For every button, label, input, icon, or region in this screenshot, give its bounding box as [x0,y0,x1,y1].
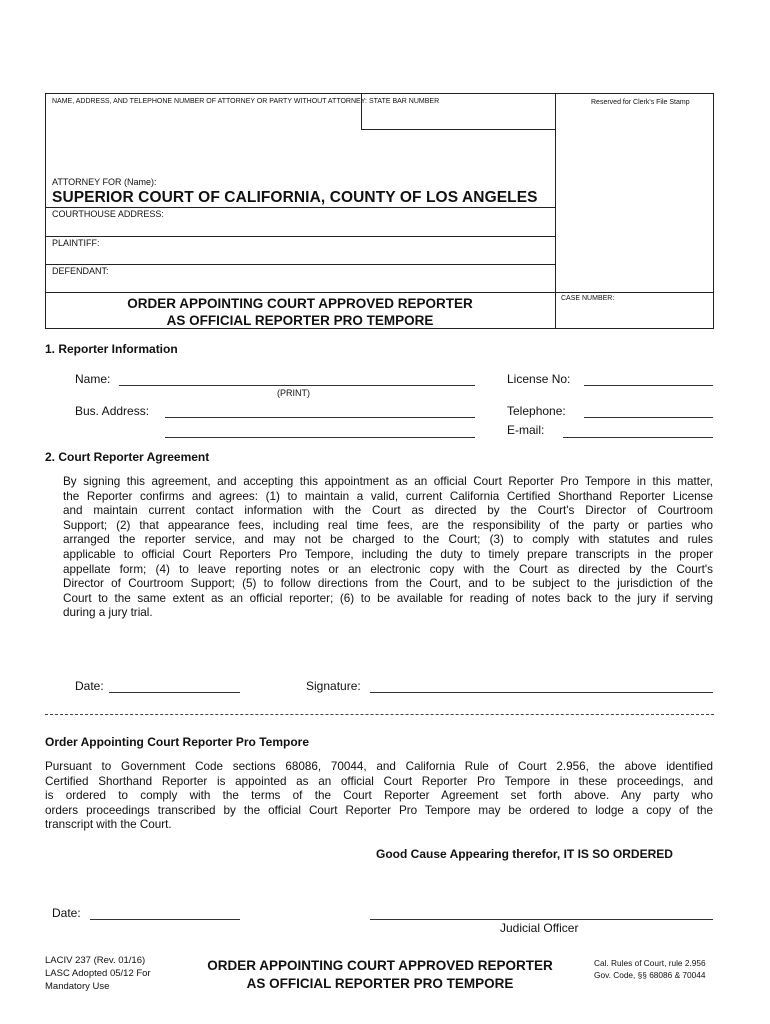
adopted-note: LASC Adopted 05/12 For [45,968,151,979]
order-date-field[interactable] [90,906,240,920]
signature-label: Signature: [306,679,361,693]
form-id-block [45,954,151,993]
section-2-heading: 2. Court Reporter Agreement [45,450,210,464]
rule-reference: Cal. Rules of Court, rule 2.956 [594,958,706,968]
address-label: Bus. Address: [75,404,150,418]
gov-code-reference: Gov. Code, §§ 68086 & 70044 [594,970,706,980]
address-field-line-1[interactable] [165,404,475,418]
footer-title-line-2: AS OFFICIAL REPORTER PRO TEMPORE [246,976,514,991]
agreement-date-label: Date: [75,679,104,693]
agreement-date-field[interactable] [109,679,240,693]
telephone-field[interactable] [584,404,713,418]
agreement-line: By signing this agreement, and accepting this appointment as an official Court Reporter Pro Tempore in this matter, [63,475,713,488]
agreement-line: during a jury trial. [63,606,153,620]
footer-title [180,957,580,993]
order-heading: Order Appointing Court Reporter Pro Tempore [45,735,310,749]
form-title-line-2: AS OFFICIAL REPORTER PRO TEMPORE [166,313,434,328]
attorney-info-field[interactable] [47,108,357,178]
agreement-line: Support; (2) that appearance fees, including real time fees, are the responsibility of the party or parties who [63,518,713,532]
form-title [46,295,554,329]
state-bar-label: STATE BAR NUMBER [369,98,440,105]
good-cause-statement: Good Cause Appearing therefor, IT IS SO ORDERED [376,847,673,861]
case-number-label: CASE NUMBER: [561,295,615,302]
license-label: License No: [507,372,571,386]
order-line: is ordered to comply with the terms of the Court Reporter Agreement set forth above. Any party who [45,789,713,803]
email-field[interactable] [563,424,713,438]
order-paragraph [45,760,713,833]
email-label: E-mail: [507,423,545,437]
plaintiff-label: PLAINTIFF: [52,238,100,248]
order-line: orders proceedings transcribed by the official Court Reporter Pro Tempore may be ordered to lodge a copy of the [45,803,713,817]
agreement-line: and maintain current contact information with the Court as directed by the Court's Director of Courtroom [63,504,713,518]
agreement-line: applicable to official Court Reporters Pro Tempore, including the duty to timely prepare transcripts in the proper [63,547,713,561]
section-1-heading: 1. Reporter Information [45,342,178,356]
clerk-stamp-label: Reserved for Clerk's File Stamp [591,99,690,106]
judicial-officer-label: Judicial Officer [500,921,579,935]
reporter-name-field[interactable] [119,372,475,386]
address-field-line-2[interactable] [165,424,475,438]
signature-field[interactable] [370,679,713,693]
agreement-line: Director of Courtroom Support; (5) to follow directions from the Court, and to be subject to the jurisdiction of the [63,577,713,591]
cut-line-divider [45,714,714,715]
courthouse-address-label: COURTHOUSE ADDRESS: [52,209,164,219]
attorney-info-label: NAME, ADDRESS, AND TELEPHONE NUMBER OF ATTORNEY OR PARTY WITHOUT ATTORNEY: [52,98,367,105]
legal-references [594,957,706,981]
agreement-line: the Reporter confirms and agrees: (1) to maintain a valid, current California Certified Shorthand Reporter License [63,489,713,503]
print-hint: (PRINT) [277,388,310,398]
court-name: SUPERIOR COURT OF CALIFORNIA, COUNTY OF LOS ANGELES [52,189,538,206]
mandatory-note: Mandatory Use [45,981,110,992]
order-line: Pursuant to Government Code sections 68086, 70044, and California Rule of Court 2.956, the above identified [45,760,713,773]
agreement-line: appellate form; (4) to leave reporting notes or an electronic copy with the Court as directed by the Court's [63,562,713,576]
name-label: Name: [75,372,111,386]
telephone-label: Telephone: [507,404,566,418]
form-id: LACIV 237 (Rev. 01/16) [45,955,146,966]
agreement-line: Court to the same extent as an official reporter; (6) to be available for reading of notes back to the jury if serving [63,591,713,605]
footer-title-line-1: ORDER APPOINTING COURT APPROVED REPORTER [207,958,553,973]
judicial-officer-signature-field[interactable] [370,906,713,920]
state-bar-field[interactable] [361,106,555,128]
attorney-for-label: ATTORNEY FOR (Name): [52,177,157,187]
agreement-line: arranged the reporter service, and may not be charged to the Court; (3) to comply with statutes and rules [63,533,713,547]
defendant-label: DEFENDANT: [52,266,109,276]
case-number-field[interactable] [557,304,711,326]
license-field[interactable] [584,372,713,386]
order-line: transcript with the Court. [45,818,172,832]
agreement-paragraph [63,475,713,621]
form-title-line-1: ORDER APPOINTING COURT APPROVED REPORTER [127,296,473,311]
order-line: Certified Shorthand Reporter is appointed as an official Court Reporter Pro Tempore in these proceedings, and [45,774,713,788]
order-date-label: Date: [52,906,81,920]
